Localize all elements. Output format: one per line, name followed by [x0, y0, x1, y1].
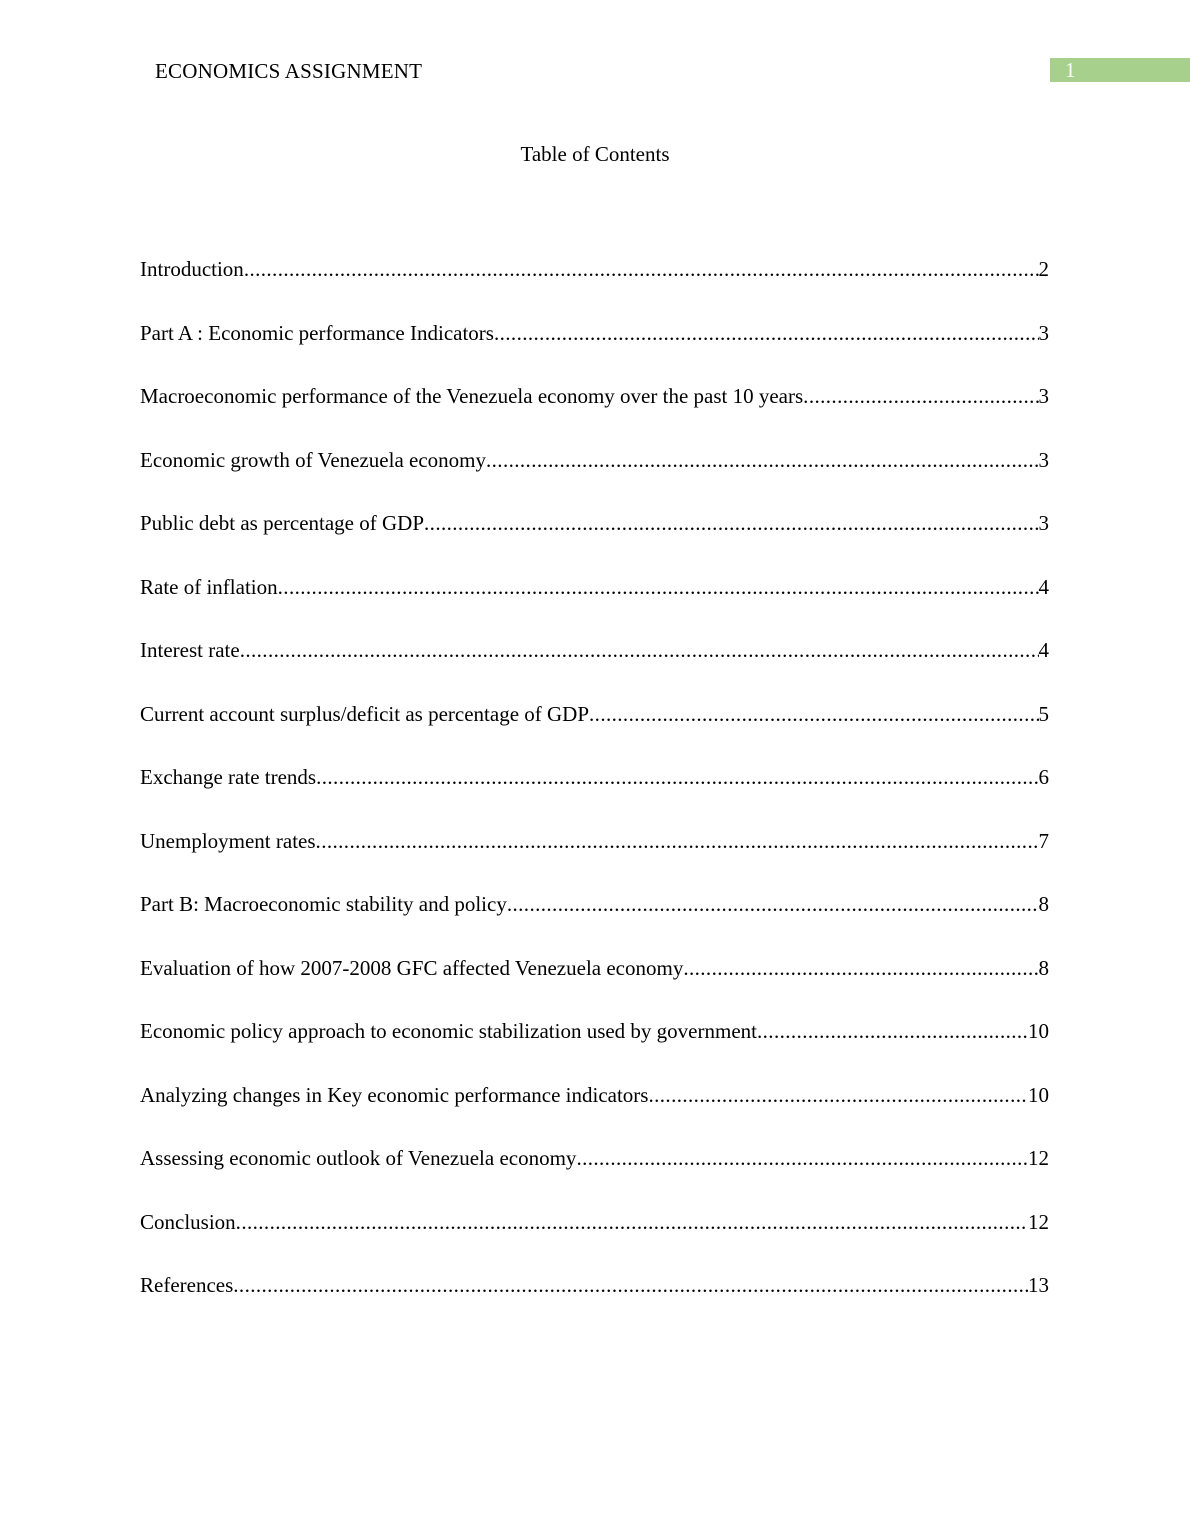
toc-dot-leader	[494, 318, 1039, 348]
toc-entry-text: References	[140, 1273, 234, 1297]
toc-entry-page: 4	[1038, 638, 1049, 662]
toc-dot-leader	[278, 572, 1039, 602]
toc-entry-part-b[interactable]	[140, 889, 1049, 953]
toc-dot-leader	[316, 826, 1039, 856]
toc-entry-references[interactable]	[140, 1270, 1049, 1334]
toc-dot-leader	[424, 508, 1038, 538]
toc-entry-conclusion[interactable]	[140, 1207, 1049, 1271]
toc-entry-exchange-rate[interactable]	[140, 762, 1049, 826]
toc-dot-leader	[316, 762, 1038, 792]
toc-entry-text: Interest rate	[140, 638, 240, 662]
toc-entry-unemployment[interactable]	[140, 826, 1049, 890]
toc-entry-page: 5	[1038, 701, 1049, 726]
toc-entry-text: Assessing economic outlook of Venezuela economy	[140, 1146, 577, 1170]
table-of-contents	[140, 254, 1049, 1334]
toc-entry-text: Analyzing changes in Key economic performance indicators	[140, 1082, 649, 1107]
toc-dot-leader	[507, 889, 1039, 919]
page-number: 1	[1065, 58, 1076, 82]
toc-entry-text: Part A : Economic performance Indicators	[140, 320, 494, 345]
toc-dot-leader	[803, 381, 1038, 411]
toc-entry-text: Unemployment rates	[140, 828, 316, 853]
toc-entry-economic-growth[interactable]	[140, 445, 1049, 509]
toc-entry-public-debt[interactable]	[140, 508, 1049, 572]
toc-entry-text: Macroeconomic performance of the Venezuela economy over the past 10 years	[140, 384, 804, 408]
toc-entry-macroeconomic-performance[interactable]	[140, 381, 1049, 445]
toc-dot-leader	[576, 1143, 1028, 1173]
toc-entry-page: 6	[1038, 765, 1049, 789]
toc-entry-page: 8	[1038, 892, 1049, 916]
toc-entry-page: 8	[1038, 955, 1049, 980]
toc-entry-key-indicators[interactable]	[140, 1080, 1049, 1144]
toc-dot-leader	[244, 254, 1039, 284]
document-header-title: ECONOMICS ASSIGNMENT	[155, 59, 423, 83]
toc-entry-page: 12	[1028, 1209, 1049, 1234]
toc-entry-page: 3	[1038, 511, 1049, 535]
toc-dot-leader	[240, 635, 1039, 665]
toc-entry-text: Exchange rate trends	[140, 765, 317, 789]
toc-dot-leader	[589, 699, 1038, 729]
toc-entry-page: 10	[1028, 1019, 1049, 1043]
toc-entry-text: Introduction	[140, 257, 244, 281]
toc-entry-part-a[interactable]	[140, 318, 1049, 382]
toc-entry-current-account[interactable]	[140, 699, 1049, 763]
toc-entry-page: 12	[1028, 1146, 1049, 1170]
toc-entry-page: 10	[1028, 1082, 1049, 1107]
page-number-badge	[1050, 58, 1190, 82]
toc-entry-introduction[interactable]	[140, 254, 1049, 318]
toc-entry-page: 3	[1038, 320, 1049, 345]
toc-entry-page: 3	[1038, 384, 1049, 408]
toc-entry-page: 13	[1028, 1273, 1049, 1297]
toc-entry-page: 2	[1038, 257, 1049, 281]
toc-entry-economic-outlook[interactable]	[140, 1143, 1049, 1207]
toc-entry-rate-of-inflation[interactable]	[140, 572, 1049, 636]
toc-entry-text: Public debt as percentage of GDP	[140, 511, 425, 535]
toc-entry-text: Economic growth of Venezuela economy	[140, 447, 486, 472]
toc-dot-leader	[486, 445, 1039, 475]
toc-entry-gfc-evaluation[interactable]	[140, 953, 1049, 1017]
toc-dot-leader	[233, 1270, 1028, 1300]
toc-entry-text: Part B: Macroeconomic stability and policy	[140, 892, 507, 916]
toc-entry-interest-rate[interactable]	[140, 635, 1049, 699]
toc-entry-page: 3	[1038, 447, 1049, 472]
toc-entry-text: Evaluation of how 2007-2008 GFC affected Venezuela economy	[140, 955, 684, 980]
toc-entry-text: Current account surplus/deficit as percentage of GDP	[140, 701, 590, 726]
toc-entry-text: Economic policy approach to economic stabilization used by government	[140, 1019, 757, 1043]
toc-dot-leader	[648, 1080, 1028, 1110]
toc-dot-leader	[683, 953, 1038, 983]
toc-heading: Table of Contents	[520, 142, 670, 166]
toc-dot-leader	[757, 1016, 1028, 1046]
toc-entry-page: 7	[1038, 828, 1049, 853]
toc-entry-page: 4	[1038, 574, 1049, 599]
toc-entry-text: Rate of inflation	[140, 574, 278, 599]
toc-dot-leader	[236, 1207, 1028, 1237]
toc-entry-economic-policy[interactable]	[140, 1016, 1049, 1080]
toc-entry-text: Conclusion	[140, 1209, 236, 1234]
